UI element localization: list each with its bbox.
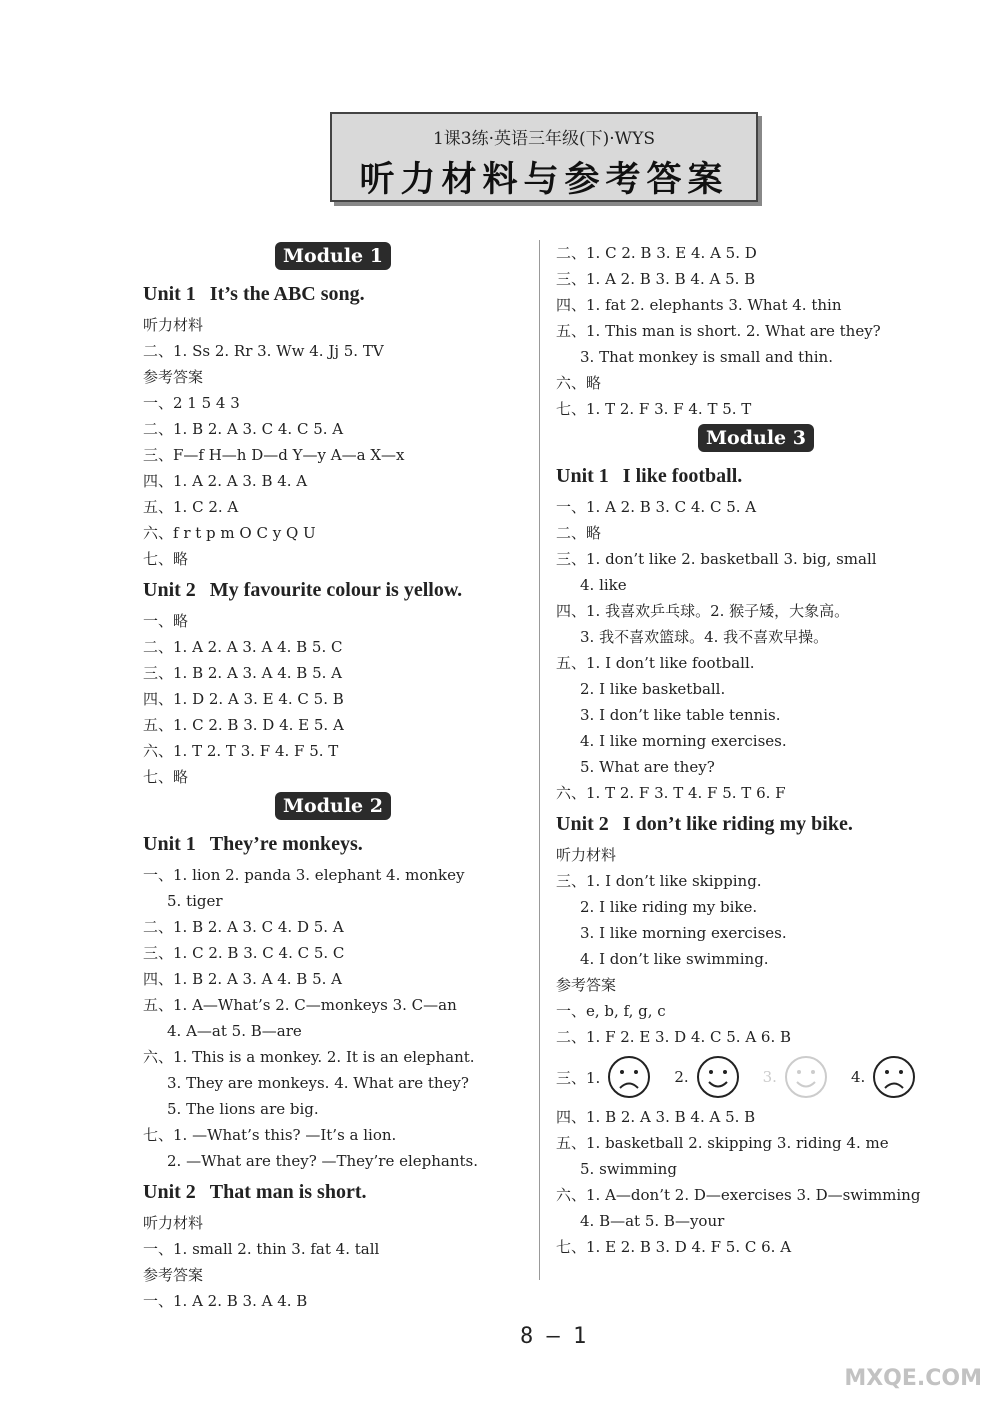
happy-face-icon xyxy=(783,1054,829,1100)
answer-line: 六、1. T 2. F 3. T 4. F 5. T 6. F xyxy=(556,784,786,802)
answer-line: 一、1. small 2. thin 3. fat 4. tall xyxy=(143,1240,380,1258)
answer-line: 六、1. T 2. T 3. F 4. F 5. T xyxy=(143,742,339,760)
answer-line: 六、1. A—don’t 2. D—exercises 3. D—swimming xyxy=(556,1186,921,1204)
answer-line: 5. swimming xyxy=(580,1160,677,1178)
answers-label: 参考答案 xyxy=(143,1266,204,1284)
watermark-logo xyxy=(810,1335,990,1395)
answer-line: 2. I like basketball. xyxy=(580,680,726,698)
answer-line: 5. The lions are big. xyxy=(167,1100,319,1118)
answer-line: 4. I like morning exercises. xyxy=(580,732,787,750)
answer-line: 三、1. A 2. B 3. B 4. A 5. B xyxy=(556,270,756,288)
m1-unit1-heading: Unit 1 It’s the ABC song. xyxy=(143,283,365,305)
answer-line: 五、1. A—What’s 2. C—monkeys 3. C—an xyxy=(143,996,457,1014)
m2-unit2-answers-cont xyxy=(556,240,956,422)
answer-line: 六、略 xyxy=(556,374,602,392)
m3-unit1-heading: Unit 1 I like football. xyxy=(556,465,743,487)
answer-line: 四、1. 我喜欢乒乓球。2. 猴子矮，大象高。 xyxy=(556,602,850,620)
sad-face-icon xyxy=(871,1054,917,1100)
answer-line: 4. A—at 5. B—are xyxy=(167,1022,302,1040)
left-column xyxy=(143,240,523,1314)
listening-label: 听力材料 xyxy=(143,1214,204,1232)
answer-line: 三、1. B 2. A 3. A 4. B 5. A xyxy=(143,664,343,682)
answer-line: 四、1. B 2. A 3. B 4. A 5. B xyxy=(556,1108,756,1126)
m3-unit2-answers xyxy=(556,998,956,1050)
answer-line: 七、略 xyxy=(143,550,189,568)
answers-label: 参考答案 xyxy=(143,368,204,386)
answer-line: 四、1. fat 2. elephants 3. What 4. thin xyxy=(556,296,842,314)
answer-line: 三、1. I don’t like skipping. xyxy=(556,872,762,890)
answer-line: 一、略 xyxy=(143,612,189,630)
m2-unit1-answers xyxy=(143,862,523,1174)
listening-label: 听力材料 xyxy=(143,316,204,334)
answer-line: 3. That monkey is small and thin. xyxy=(580,348,833,366)
answer-line: 七、略 xyxy=(143,768,189,786)
answer-line: 五、1. basketball 2. skipping 3. riding 4. me xyxy=(556,1134,889,1152)
answer-line: 4. like xyxy=(580,576,627,594)
watermark-text: MXQE.COM xyxy=(844,1366,982,1391)
title-banner xyxy=(330,112,758,202)
answer-line: 5. What are they? xyxy=(580,758,715,776)
answer-line: 一、2 1 5 4 3 xyxy=(143,394,240,412)
module-1-badge: Module 1 xyxy=(275,242,391,270)
answer-line: 二、略 xyxy=(556,524,602,542)
answer-line: 2. I like riding my bike. xyxy=(580,898,758,916)
answer-line: 二、1. Ss 2. Rr 3. Ww 4. Jj 5. TV xyxy=(143,342,384,360)
answer-line: 二、1. B 2. A 3. C 4. D 5. A xyxy=(143,918,344,936)
page-title: 听力材料与参考答案 xyxy=(359,159,729,200)
answer-line: 4. B—at 5. B—your xyxy=(580,1212,725,1230)
listening-label: 听力材料 xyxy=(556,846,617,864)
answer-line: 三、1. C 2. B 3. C 4. C 5. C xyxy=(143,944,345,962)
answer-line: 二、1. C 2. B 3. E 4. A 5. D xyxy=(556,244,757,262)
answer-line: 一、1. lion 2. panda 3. elephant 4. monkey xyxy=(143,866,465,884)
answer-line: 七、1. E 2. B 3. D 4. F 5. C 6. A xyxy=(556,1238,792,1256)
answer-line: 一、1. A 2. B 3. C 4. C 5. A xyxy=(556,498,757,516)
m3-unit2-listening xyxy=(556,868,956,972)
answer-line: 4. I don’t like swimming. xyxy=(580,950,769,968)
m1-unit2-heading: Unit 2 My favourite colour is yellow. xyxy=(143,579,463,601)
answer-line: 六、1. This is a monkey. 2. It is an elephant. xyxy=(143,1048,475,1066)
answer-line: 七、1. —What’s this? —It’s a lion. xyxy=(143,1126,397,1144)
answer-line: 5. tiger xyxy=(167,892,223,910)
module-3-badge: Module 3 xyxy=(698,424,814,452)
m1-unit2-answers xyxy=(143,608,523,790)
m3-unit2-heading: Unit 2 I don’t like riding my bike. xyxy=(556,813,853,835)
m3-unit2-answers-b xyxy=(556,1104,956,1260)
answer-line: 三、F—f H—h D—d Y—y A—a X—x xyxy=(143,446,405,464)
answer-line: 二、1. F 2. E 3. D 4. C 5. A 6. B xyxy=(556,1028,792,1046)
m2-unit2-heading: Unit 2 That man is short. xyxy=(143,1181,367,1203)
m3-unit1-answers xyxy=(556,494,956,806)
answer-line: 3. I don’t like table tennis. xyxy=(580,706,781,724)
happy-face-icon xyxy=(695,1054,741,1100)
book-subtitle: 1课3练·英语三年级(下)·WYS xyxy=(432,129,656,149)
answer-line: 二、1. B 2. A 3. C 4. C 5. A xyxy=(143,420,344,438)
answer-line: 3. They are monkeys. 4. What are they? xyxy=(167,1074,469,1092)
answer-line: 二、1. A 2. A 3. A 4. B 5. C xyxy=(143,638,343,656)
answer-line: 四、1. D 2. A 3. E 4. C 5. B xyxy=(143,690,344,708)
answer-line: 三、1. don’t like 2. basketball 3. big, small xyxy=(556,550,877,568)
answer-line: 一、1. A 2. B 3. A 4. B xyxy=(143,1292,308,1310)
right-column xyxy=(556,240,956,1260)
column-divider xyxy=(539,240,540,1280)
answer-line: 五、1. C 2. B 3. D 4. E 5. A xyxy=(143,716,344,734)
answer-line: 2. —What are they? —They’re elephants. xyxy=(167,1152,479,1170)
answer-line: 五、1. C 2. A xyxy=(143,498,239,516)
answer-line: 3. 我不喜欢篮球。4. 我不喜欢早操。 xyxy=(580,628,829,646)
answer-line: 五、1. This man is short. 2. What are they? xyxy=(556,322,881,340)
answer-line: 六、f r t p m O C y Q U xyxy=(143,524,316,542)
m2-unit1-heading: Unit 1 They’re monkeys. xyxy=(143,833,363,855)
answer-line: 一、e, b, f, g, c xyxy=(556,1002,666,1020)
answer-line: 四、1. B 2. A 3. A 4. B 5. A xyxy=(143,970,343,988)
answer-line: 四、1. A 2. A 3. B 4. A xyxy=(143,472,308,490)
page-number: 8 — 1 xyxy=(520,1324,587,1349)
faces-row: 三、1. 2. 3. 4. xyxy=(556,1050,956,1104)
answer-line: 七、1. T 2. F 3. F 4. T 5. T xyxy=(556,400,752,418)
answers-label: 参考答案 xyxy=(556,976,617,994)
m1-unit1-answers xyxy=(143,390,523,572)
answer-line: 3. I like morning exercises. xyxy=(580,924,787,942)
answer-line: 五、1. I don’t like football. xyxy=(556,654,755,672)
module-2-badge: Module 2 xyxy=(275,792,391,820)
sad-face-icon xyxy=(606,1054,652,1100)
